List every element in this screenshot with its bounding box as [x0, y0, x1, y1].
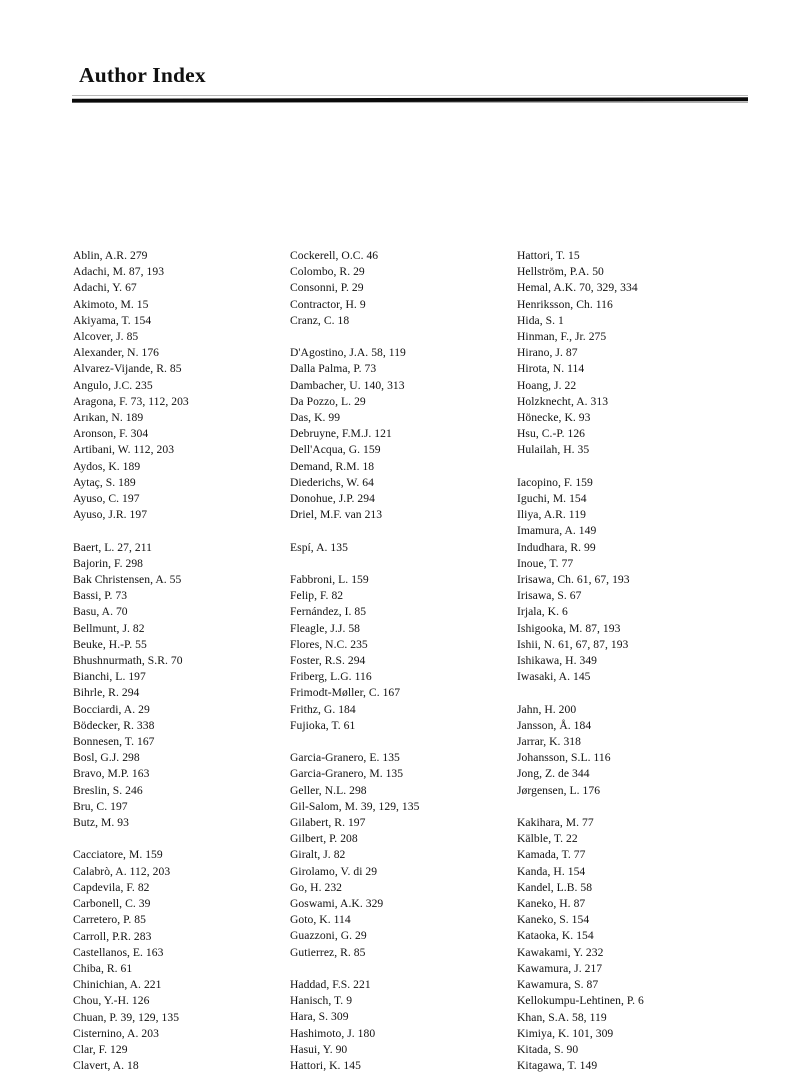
index-entry: Goto, K. 114 — [290, 913, 351, 927]
index-entry: Hulailah, H. 35 — [517, 443, 590, 457]
index-entry: Chinichian, A. 221 — [73, 978, 162, 992]
letter-group-gap — [73, 523, 281, 539]
index-entry: Beuke, H.-P. 55 — [73, 637, 147, 651]
index-entry: Colombo, R. 29 — [290, 265, 365, 279]
letter-group-gap — [517, 799, 747, 815]
index-entry: Bonnesen, T. 167 — [73, 735, 155, 749]
index-entry: Gilbert, P. 208 — [290, 832, 358, 846]
index-entry: Kakihara, M. 77 — [517, 816, 594, 830]
index-entry: Aronson, F. 304 — [73, 427, 149, 441]
index-entry: Girolamo, V. di 29 — [290, 864, 378, 878]
index-entry: Baert, L. 27, 211 — [73, 540, 152, 554]
index-entry: Alvarez-Vijande, R. 85 — [73, 362, 182, 376]
index-entry: Iliya, A.R. 119 — [517, 508, 586, 522]
index-entry: Carbonell, C. 39 — [73, 897, 151, 911]
index-entry: Akimoto, M. 15 — [73, 297, 149, 311]
index-entry: Debruyne, F.M.J. 121 — [290, 427, 392, 441]
header-rule-thin-line — [72, 95, 748, 96]
index-entry: Gilabert, R. 197 — [290, 816, 366, 830]
index-entry: Ayuso, C. 197 — [73, 492, 140, 506]
index-entry: Kawakami, Y. 232 — [517, 945, 604, 959]
index-entry: Kataoka, K. 154 — [517, 929, 594, 943]
index-entry: Clavert, A. 18 — [73, 1059, 139, 1073]
letter-group-gap — [290, 961, 508, 977]
index-entry: Hönecke, K. 93 — [517, 411, 591, 425]
index-entry: Aragona, F. 73, 112, 203 — [73, 394, 189, 408]
index-entry: Hashimoto, J. 180 — [290, 1026, 376, 1040]
index-entry: Bocciardi, A. 29 — [73, 702, 150, 716]
index-entry: Adachi, M. 87, 193 — [73, 265, 165, 279]
index-entry: Da Pozzo, L. 29 — [290, 394, 366, 408]
index-entry: Donohue, J.P. 294 — [290, 492, 375, 506]
letter-group-gap — [290, 734, 508, 750]
letter-group-gap — [290, 523, 508, 539]
index-entry: Kälble, T. 22 — [517, 832, 578, 846]
index-entry: Frimodt-Møller, C. 167 — [290, 686, 401, 700]
index-entry: Bassi, P. 73 — [73, 589, 128, 603]
index-entry: Butz, M. 93 — [73, 816, 129, 830]
index-entry: Alcover, J. 85 — [73, 330, 139, 344]
index-entry: Guazzoni, G. 29 — [290, 929, 367, 943]
index-entry: Angulo, J.C. 235 — [73, 378, 153, 392]
index-entry: Carretero, P. 85 — [73, 913, 146, 927]
index-entry: Frithz, G. 184 — [290, 702, 356, 716]
index-entry: Hirano, J. 87 — [517, 346, 578, 360]
index-entry: Goswami, A.K. 329 — [290, 897, 384, 911]
index-entry: Calabrò, A. 112, 203 — [73, 864, 171, 878]
index-entry: Bajorin, F. 298 — [73, 556, 144, 570]
index-entry: Adachi, Y. 67 — [73, 281, 137, 295]
index-entry: Kaneko, S. 154 — [517, 913, 590, 927]
index-entry: Hattori, T. 15 — [517, 249, 580, 262]
index-entry: Bödecker, R. 338 — [73, 718, 155, 732]
index-entry: Hasui, Y. 90 — [290, 1042, 348, 1056]
index-entry: Inoue, T. 77 — [517, 556, 574, 570]
index-column-3 — [517, 248, 747, 1074]
index-entry: Kandel, L.B. 58 — [517, 880, 593, 894]
index-entry: Khan, S.A. 58, 119 — [517, 1010, 607, 1024]
index-entry: Geller, N.L. 298 — [290, 783, 367, 797]
index-entry: Ishikawa, H. 349 — [517, 654, 598, 668]
index-entry: Jansson, Å. 184 — [517, 718, 592, 732]
index-entry: Dambacher, U. 140, 313 — [290, 378, 405, 392]
letter-group-gap — [517, 685, 747, 701]
letter-group-gap — [290, 556, 508, 572]
index-entry: Irisawa, S. 67 — [517, 589, 582, 603]
page-title: Author Index — [79, 63, 206, 87]
index-entry: Flores, N.C. 235 — [290, 637, 368, 651]
index-entry: Iguchi, M. 154 — [517, 492, 587, 506]
index-entry: Hida, S. 1 — [517, 313, 564, 327]
index-entry: Jørgensen, L. 176 — [517, 783, 601, 797]
index-entry: Henriksson, Ch. 116 — [517, 297, 613, 311]
index-entry: Basu, A. 70 — [73, 605, 128, 619]
index-entry: Dalla Palma, P. 73 — [290, 362, 377, 376]
index-entry: Cisternino, A. 203 — [73, 1026, 159, 1040]
index-entry: Clar, F. 129 — [73, 1042, 128, 1056]
index-entry: Bru, C. 197 — [73, 799, 128, 813]
index-entry: Jarrar, K. 318 — [517, 735, 581, 749]
index-entry: Castellanos, E. 163 — [73, 945, 164, 959]
index-entry: Haddad, F.S. 221 — [290, 978, 371, 992]
index-entry: Bihrle, R. 294 — [73, 686, 140, 700]
index-entry: Irisawa, Ch. 61, 67, 193 — [517, 573, 630, 587]
header-rule-shadow-line — [72, 102, 748, 103]
index-entry: Bravo, M.P. 163 — [73, 767, 150, 781]
index-entry: Kawamura, S. 87 — [517, 978, 599, 992]
index-entry: Cockerell, O.C. 46 — [290, 249, 379, 262]
index-entry: Kitada, S. 90 — [517, 1042, 579, 1056]
index-entry: Kimiya, K. 101, 309 — [517, 1026, 614, 1040]
index-entry: Hsu, C.-P. 126 — [517, 427, 586, 441]
index-entry: Fabbroni, L. 159 — [290, 573, 369, 587]
index-column-1 — [73, 248, 281, 1074]
index-entry: Ishigooka, M. 87, 193 — [517, 621, 621, 635]
index-entry: Hanisch, T. 9 — [290, 994, 353, 1008]
index-entry: Kanda, H. 154 — [517, 864, 586, 878]
index-entry: Contractor, H. 9 — [290, 297, 366, 311]
index-entry: Garcia-Granero, E. 135 — [290, 751, 400, 765]
index-entry: Bianchi, L. 197 — [73, 670, 146, 684]
letter-group-gap — [517, 459, 747, 475]
index-entry: Jong, Z. de 344 — [517, 767, 590, 781]
index-entry: Aydos, K. 189 — [73, 459, 141, 473]
index-entry: Hattori, K. 145 — [290, 1059, 361, 1073]
index-entry: Fernández, I. 85 — [290, 605, 367, 619]
index-entry: Fujioka, T. 61 — [290, 718, 356, 732]
index-entry: Johansson, S.L. 116 — [517, 751, 611, 765]
index-entry: Ablin, A.R. 279 — [73, 249, 148, 262]
index-entry: Hellström, P.A. 50 — [517, 265, 604, 279]
index-entry: Go, H. 232 — [290, 880, 343, 894]
index-entry: Bak Christensen, A. 55 — [73, 573, 182, 587]
index-entry: Dell'Acqua, G. 159 — [290, 443, 381, 457]
index-entry: Cacciatore, M. 159 — [73, 848, 163, 862]
index-entry: Diederichs, W. 64 — [290, 475, 374, 489]
index-entry: Hinman, F., Jr. 275 — [517, 330, 607, 344]
index-entry: Ayuso, J.R. 197 — [73, 508, 148, 522]
index-entry: Bellmunt, J. 82 — [73, 621, 145, 635]
index-entry: Aytaç, S. 189 — [73, 475, 136, 489]
index-entry: Kitagawa, T. 149 — [517, 1059, 598, 1073]
index-entry: Foster, R.S. 294 — [290, 654, 366, 668]
index-entry: Demand, R.M. 18 — [290, 459, 375, 473]
index-entry: Ishii, N. 61, 67, 87, 193 — [517, 637, 629, 651]
index-entry: D'Agostino, J.A. 58, 119 — [290, 346, 406, 360]
index-entry: Imamura, A. 149 — [517, 524, 597, 538]
index-column-2 — [290, 248, 508, 1074]
index-entry: Driel, M.F. van 213 — [290, 508, 383, 522]
index-entry: Hirota, N. 114 — [517, 362, 585, 376]
index-entry: Kamada, T. 77 — [517, 848, 586, 862]
index-entry: Iwasaki, A. 145 — [517, 670, 591, 684]
index-entry: Das, K. 99 — [290, 411, 341, 425]
index-entry: Gil-Salom, M. 39, 129, 135 — [290, 799, 420, 813]
index-entry: Chou, Y.-H. 126 — [73, 994, 150, 1008]
index-entry: Holzknecht, A. 313 — [517, 394, 609, 408]
index-entry: Giralt, J. 82 — [290, 848, 346, 862]
index-entry: Gutierrez, R. 85 — [290, 945, 366, 959]
index-entry: Cranz, C. 18 — [290, 313, 350, 327]
index-entry: Breslin, S. 246 — [73, 783, 143, 797]
index-entry: Friberg, L.G. 116 — [290, 670, 372, 684]
index-entry: Kawamura, J. 217 — [517, 961, 603, 975]
index-entry: Alexander, N. 176 — [73, 346, 160, 360]
index-entry: Kaneko, H. 87 — [517, 897, 586, 911]
index-entry: Chiba, R. 61 — [73, 961, 133, 975]
index-entry: Bhushnurmath, S.R. 70 — [73, 654, 183, 668]
index-entry: Hara, S. 309 — [290, 1010, 349, 1024]
index-entry: Chuan, P. 39, 129, 135 — [73, 1010, 180, 1024]
index-entry: Carroll, P.R. 283 — [73, 929, 152, 943]
index-entry: Akiyama, T. 154 — [73, 313, 152, 327]
index-entry: Irjala, K. 6 — [517, 605, 568, 619]
index-entry: Felip, F. 82 — [290, 589, 344, 603]
index-entry: Garcia-Granero, M. 135 — [290, 767, 404, 781]
index-entry: Bosl, G.J. 298 — [73, 751, 140, 765]
index-entry: Iacopino, F. 159 — [517, 475, 593, 489]
letter-group-gap — [73, 831, 281, 847]
index-entry: Artibani, W. 112, 203 — [73, 443, 175, 457]
letter-group-gap — [290, 329, 508, 345]
index-entry: Hemal, A.K. 70, 329, 334 — [517, 281, 638, 295]
index-entry: Capdevila, F. 82 — [73, 880, 150, 894]
page-header — [0, 62, 794, 112]
index-entry: Hoang, J. 22 — [517, 378, 577, 392]
index-entry: Fleagle, J.J. 58 — [290, 621, 361, 635]
index-entry: Consonni, P. 29 — [290, 281, 364, 295]
index-entry: Indudhara, R. 99 — [517, 540, 596, 554]
index-entry: Arıkan, N. 189 — [73, 411, 144, 425]
index-entry: Kellokumpu-Lehtinen, P. 6 — [517, 994, 644, 1008]
index-entry: Espí, A. 135 — [290, 540, 348, 554]
index-entry: Jahn, H. 200 — [517, 702, 577, 716]
header-rule — [72, 95, 748, 105]
